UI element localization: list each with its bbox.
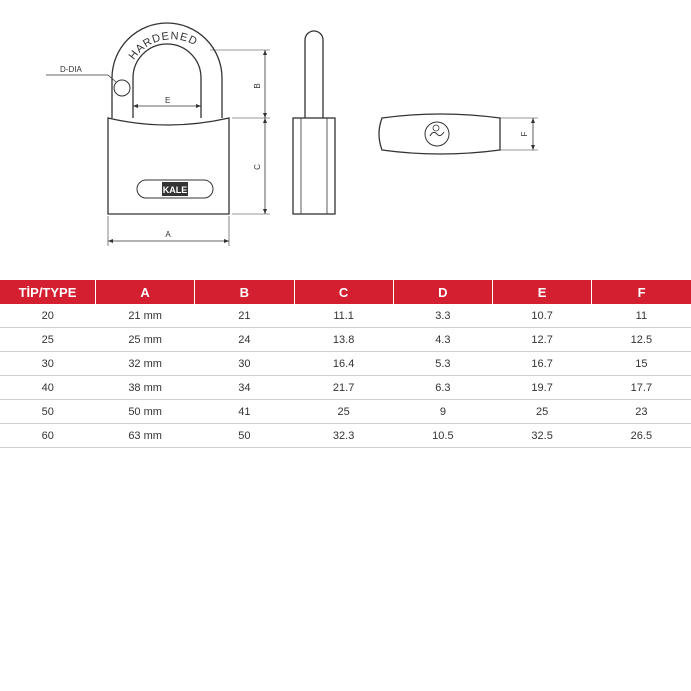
cell-e: 25: [493, 400, 592, 424]
table-header-row: [0, 280, 691, 304]
cell-e: 16.7: [493, 352, 592, 376]
table-row: [0, 376, 691, 400]
cell-type: 20: [0, 304, 96, 328]
cell-b: 21: [195, 304, 294, 328]
label-a: A: [165, 230, 171, 239]
label-d-dia: D-DIA: [60, 65, 82, 74]
table-row: [0, 328, 691, 352]
cell-f: 26.5: [592, 424, 691, 448]
side-shackle: [305, 31, 323, 118]
padlock-bottom-view: [379, 114, 538, 154]
cell-d: 5.3: [393, 352, 492, 376]
cell-type: 40: [0, 376, 96, 400]
cell-a: 63 mm: [96, 424, 195, 448]
cell-c: 21.7: [294, 376, 393, 400]
header-c: C: [294, 280, 393, 304]
cell-c: 32.3: [294, 424, 393, 448]
cell-d: 4.3: [393, 328, 492, 352]
cell-c: 11.1: [294, 304, 393, 328]
cell-a: 50 mm: [96, 400, 195, 424]
cell-b: 34: [195, 376, 294, 400]
cell-f: 17.7: [592, 376, 691, 400]
cell-e: 32.5: [493, 424, 592, 448]
header-type: TİP/TYPE: [0, 280, 96, 304]
cell-type: 30: [0, 352, 96, 376]
cell-e: 19.7: [493, 376, 592, 400]
cell-f: 11: [592, 304, 691, 328]
cell-b: 24: [195, 328, 294, 352]
label-f: F: [520, 131, 529, 137]
header-b: B: [195, 280, 294, 304]
cell-f: 23: [592, 400, 691, 424]
specification-table: [0, 280, 691, 448]
table-row: [0, 400, 691, 424]
cell-e: 10.7: [493, 304, 592, 328]
cell-f: 12.5: [592, 328, 691, 352]
cell-type: 60: [0, 424, 96, 448]
header-f: F: [592, 280, 691, 304]
table-row: [0, 352, 691, 376]
cell-d: 6.3: [393, 376, 492, 400]
cell-c: 16.4: [294, 352, 393, 376]
brand-logo-text: KALE: [162, 185, 188, 195]
shackle-diameter-circle: [114, 80, 130, 96]
shackle-inner: [133, 44, 201, 118]
table-row: [0, 424, 691, 448]
cell-f: 15: [592, 352, 691, 376]
cell-c: 25: [294, 400, 393, 424]
cell-a: 38 mm: [96, 376, 195, 400]
cell-c: 13.8: [294, 328, 393, 352]
label-e: E: [165, 96, 171, 105]
cell-b: 41: [195, 400, 294, 424]
cell-type: 25: [0, 328, 96, 352]
cell-d: 9: [393, 400, 492, 424]
padlock-side-view: [293, 31, 335, 214]
label-b: B: [253, 83, 262, 89]
lock-body: [108, 118, 229, 214]
header-e: E: [493, 280, 592, 304]
header-d: D: [393, 280, 492, 304]
padlock-front-view: [46, 23, 270, 246]
hardened-text: HARDENED: [126, 30, 200, 63]
cell-b: 50: [195, 424, 294, 448]
label-c: C: [253, 164, 262, 170]
cell-a: 32 mm: [96, 352, 195, 376]
cell-d: 10.5: [393, 424, 492, 448]
padlock-technical-drawing: [0, 0, 691, 260]
table-row: [0, 304, 691, 328]
cell-b: 30: [195, 352, 294, 376]
cell-a: 21 mm: [96, 304, 195, 328]
cell-d: 3.3: [393, 304, 492, 328]
side-body: [293, 118, 335, 214]
cell-a: 25 mm: [96, 328, 195, 352]
header-a: A: [96, 280, 195, 304]
cell-type: 50: [0, 400, 96, 424]
cell-e: 12.7: [493, 328, 592, 352]
